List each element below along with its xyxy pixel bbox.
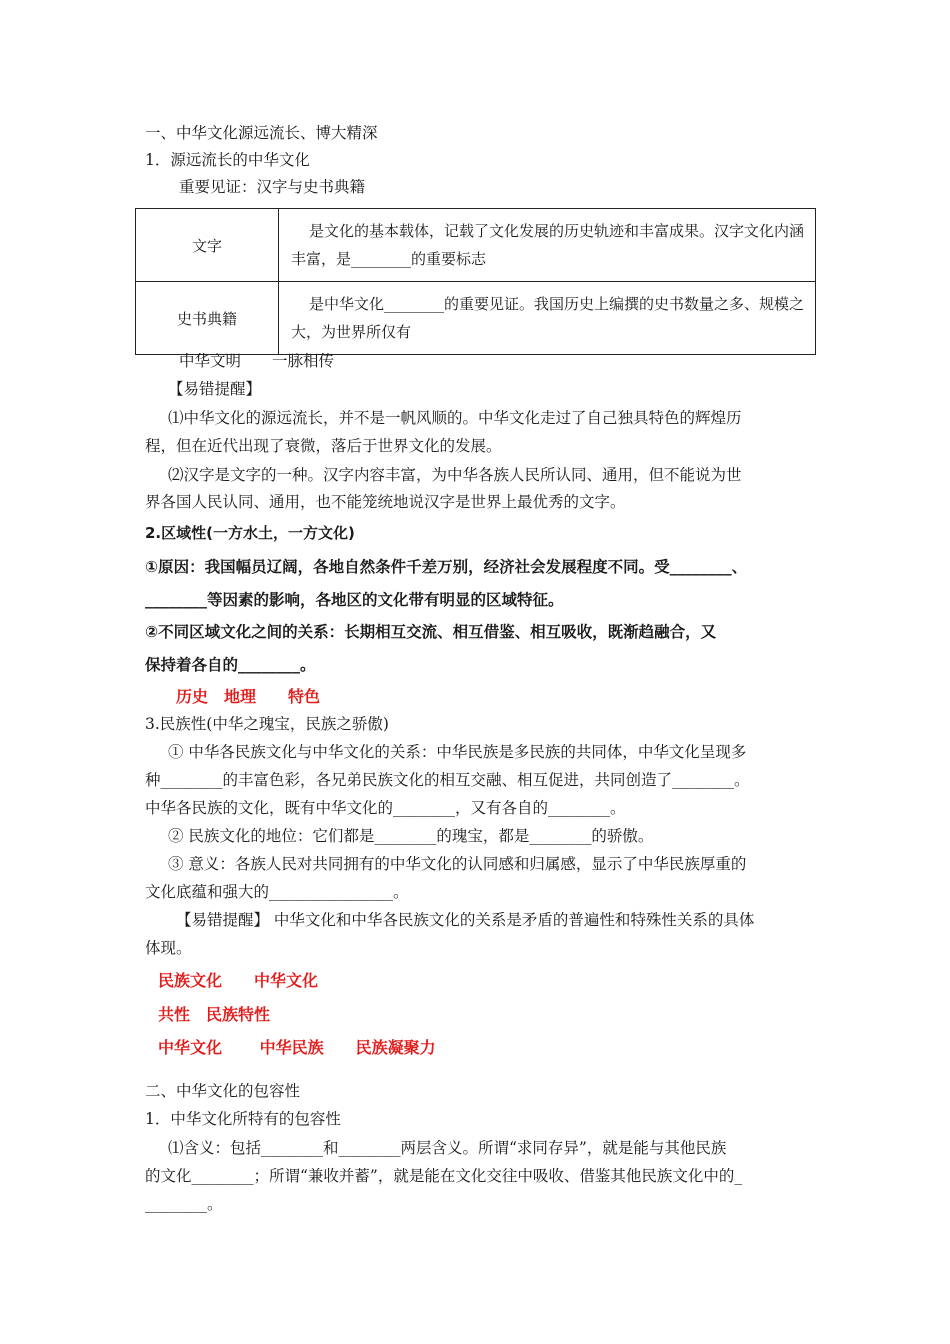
- ethnic-title: 3.民族性(中华之瑰宝，民族之骄傲): [145, 715, 389, 733]
- legacy-line: 中华文明 一脉相传: [179, 352, 335, 370]
- meaning-line-3: ________。: [145, 1195, 223, 1213]
- ethnic-1-c: 中华各民族的文化，既有中华文化的________，又有各自的________。: [145, 799, 626, 817]
- ethnic-tip-a: 【易错提醒】 中华文化和中华各民族文化的关系是矛盾的普遍性和特殊性关系的具体: [176, 911, 755, 929]
- tip-2-line-a: ⑵汉字是文字的一种。汉字内容丰富，为中华各族人民所认同、通用，但不能说为世: [168, 466, 742, 484]
- table-row: [136, 282, 816, 355]
- regional-relation-b: 保持着各自的________。: [145, 656, 316, 674]
- regional-reason-a: ①原因：我国幅员辽阔，各地自然条件千差万别，经济社会发展程度不同。受________、: [145, 558, 748, 576]
- section-1-title: 一、中华文化源远流长、博大精深: [145, 124, 378, 142]
- table-row-text: 是文化的基本载体，记载了文化发展的历史轨迹和丰富成果。汉字文化内涵丰富，是________的重要标志: [279, 209, 816, 282]
- tip-2-line-b: 界各国人民认同、通用，也不能笼统地说汉字是世界上最优秀的文字。: [145, 493, 626, 511]
- table-row-head: 文字: [136, 209, 279, 282]
- ethnic-1-a: ① 中华各民族文化与中华文化的关系：中华民族是多民族的共同体，中华文化呈现多: [168, 743, 747, 761]
- ethnic-3-a: ③ 意义：各族人民对共同拥有的中华文化的认同感和归属感，显示了中华民族厚重的: [168, 855, 747, 873]
- meaning-line-2: 的文化________；所谓“兼收并蓄”，就是能在文化交往中吸收、借鉴其他民族文化中的_: [145, 1167, 743, 1185]
- subsection-2-1: 1．中华文化所特有的包容性: [145, 1110, 341, 1128]
- ethnic-1-b: 种________的丰富色彩，各兄弟民族文化的相互交融、相互促进，共同创造了________。: [145, 771, 750, 789]
- meaning-line-1: ⑴含义：包括________和________两层含义。所谓“求同存异”，就是能与其他民族: [168, 1139, 727, 1157]
- regional-title: 2.区域性(一方水土，一方文化): [145, 524, 355, 542]
- table-row: [136, 209, 816, 282]
- section-2-title: 二、中华文化的包容性: [145, 1082, 301, 1100]
- evidence-line: 重要见证：汉字与史书典籍: [179, 178, 366, 196]
- regional-reason-b: ________等因素的影响，各地区的文化带有明显的区域特征。: [145, 591, 564, 609]
- ethnic-3-b: 文化底蕴和强大的________________。: [145, 883, 409, 901]
- ethnic-answers-3: 中华文化 中华民族 民族凝聚力: [158, 1038, 436, 1057]
- tip-label: 【易错提醒】: [168, 380, 262, 398]
- regional-answers: 历史 地理 特色: [176, 687, 321, 706]
- ethnic-tip-b: 体现。: [145, 939, 192, 957]
- regional-relation-a: ②不同区域文化之间的关系：长期相互交流、相互借鉴、相互吸收，既渐趋融合，又: [145, 623, 717, 641]
- table-row-head: 史书典籍: [136, 282, 279, 355]
- subsection-1-1: 1．源远流长的中华文化: [145, 151, 310, 169]
- table-row-text: 是中华文化________的重要见证。我国历史上编撰的史书数量之多、规模之大，为世界所仅有: [279, 282, 816, 355]
- tip-1-line-a: ⑴中华文化的源远流长，并不是一帆风顺的。中华文化走过了自己独具特色的辉煌历: [168, 409, 742, 427]
- ethnic-answers-1: 民族文化 中华文化: [158, 971, 319, 990]
- ethnic-2: ② 民族文化的地位：它们都是________的瑰宝，都是________的骄傲。: [168, 827, 654, 845]
- tip-1-line-b: 程，但在近代出现了衰微，落后于世界文化的发展。: [145, 437, 502, 455]
- ethnic-answers-2: 共性 民族特性: [158, 1005, 271, 1024]
- evidence-table: [135, 208, 816, 355]
